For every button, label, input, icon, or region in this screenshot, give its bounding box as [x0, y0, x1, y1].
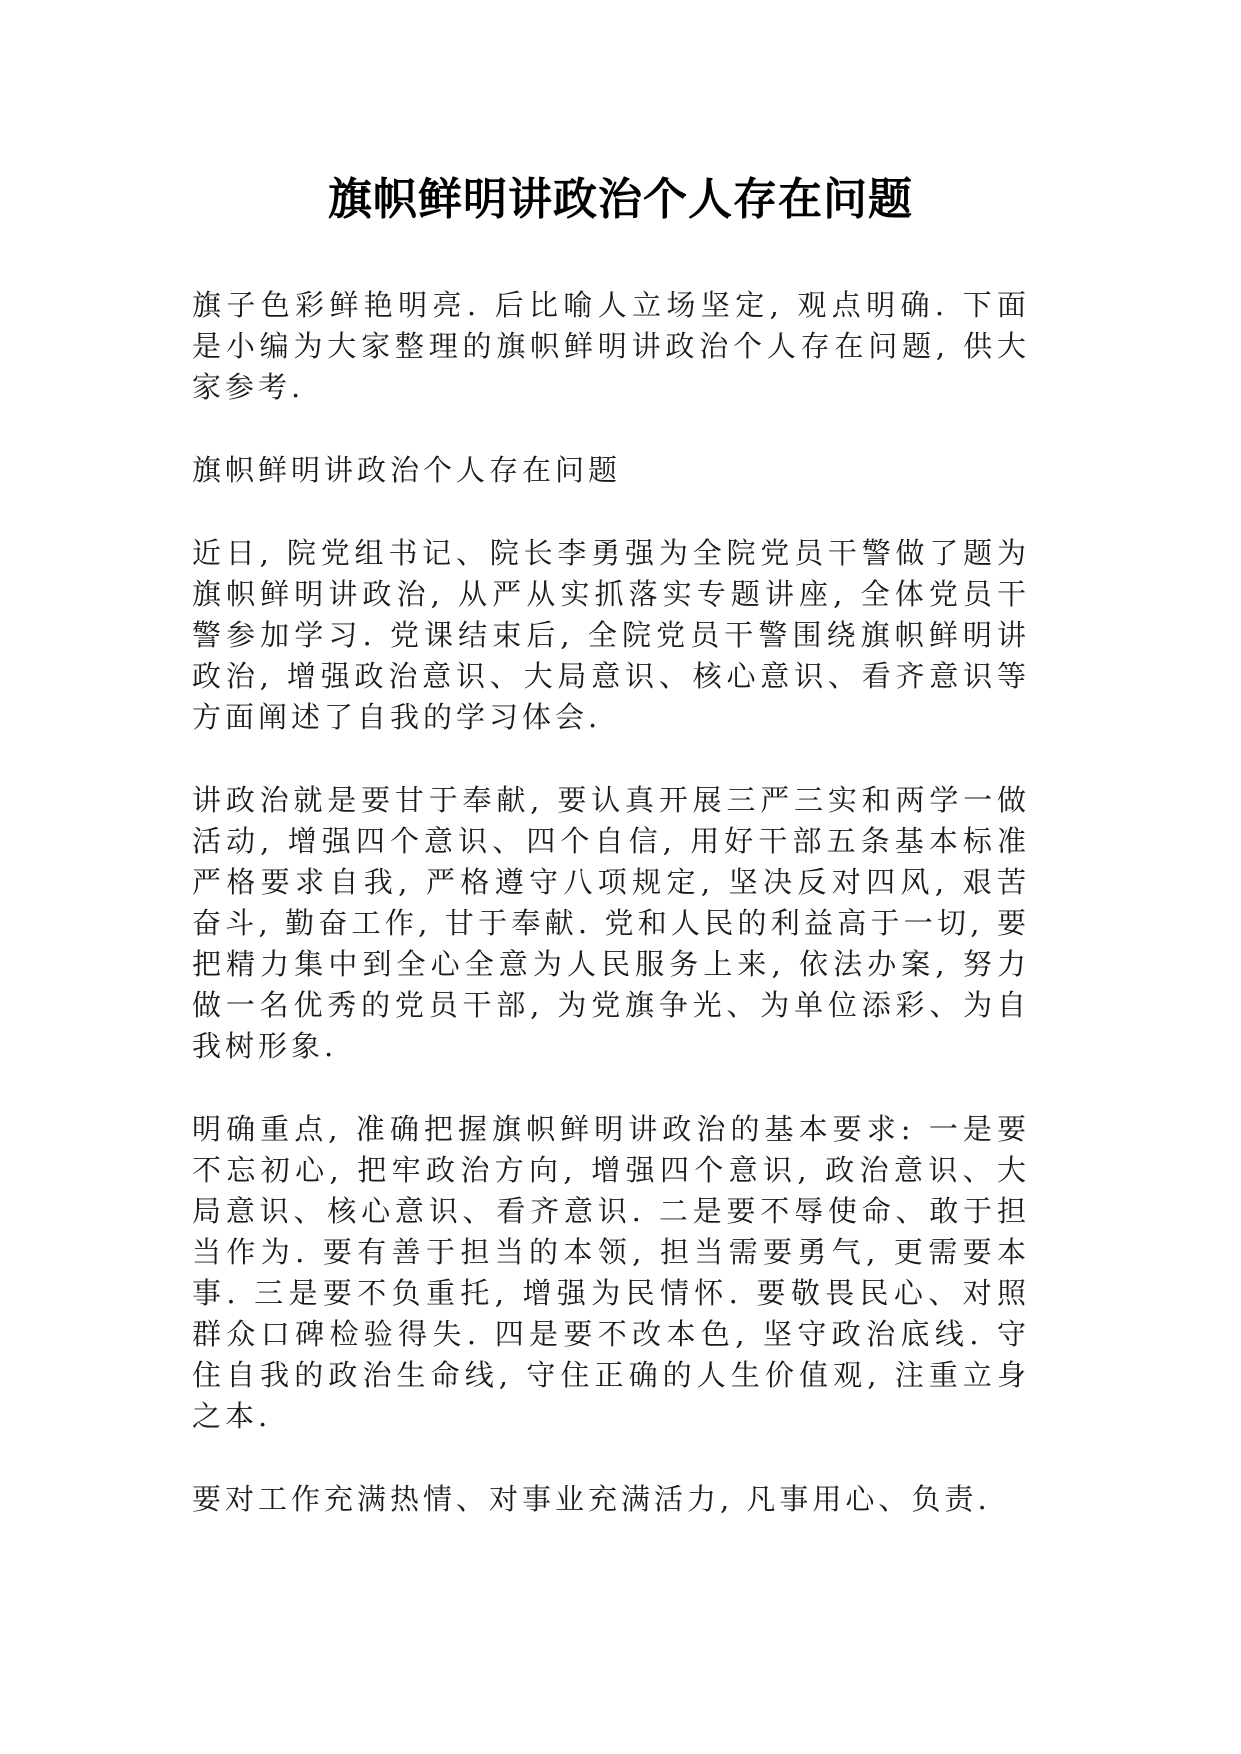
- body-paragraph: 要对工作充满热情、对事业充满活力, 凡事用心、负责.: [192, 1482, 991, 1516]
- body-paragraph: 明确重点, 准确把握旗帜鲜明讲政治的基本要求: 一是要不忘初心, 把牢政治方向, 增强四个意识, 政治意识、大局意识、核心意识、看齐意识. 二是要不辱使命、敢于担当作为. 要有善于担当的本领, 担当需要勇气, 更需要本事. 三是要不负重托, 增强为民情怀. 要敬畏民心、对照群众口碑检验得失. 四是要不改本色, 坚守政治底线. 守住自我的政治生命线, 守住正确的人生价值观, 注重立身之本.: [192, 1112, 1030, 1433]
- intro-paragraph: 旗子色彩鲜艳明亮. 后比喻人立场坚定, 观点明确. 下面是小编为大家整理的旗帜鲜明讲政治个人存在问题, 供大家参考.: [192, 288, 1030, 404]
- body-paragraph: 近日, 院党组书记、院长李勇强为全院党员干警做了题为旗帜鲜明讲政治, 从严从实抓落实专题讲座, 全体党员干警参加学习. 党课结束后, 全院党员干警围绕旗帜鲜明讲政治, 增强政治意识、大局意识、核心意识、看齐意识等方面阐述了自我的学习体会.: [192, 536, 1030, 734]
- section-heading: 旗帜鲜明讲政治个人存在问题: [192, 453, 622, 487]
- document-title: 旗帜鲜明讲政治个人存在问题: [328, 174, 913, 225]
- body-paragraph: 讲政治就是要甘于奉献, 要认真开展三严三实和两学一做活动, 增强四个意识、四个自信, 用好干部五条基本标准严格要求自我, 严格遵守八项规定, 坚决反对四风, 艰苦奋斗, 勤奋工作, 甘于奉献. 党和人民的利益高于一切, 要把精力集中到全心全意为人民服务上来, 依法办案, 努力做一名优秀的党员干部, 为党旗争光、为单位添彩、为自我树形象.: [192, 783, 1030, 1063]
- document-body: [192, 285, 1030, 1562]
